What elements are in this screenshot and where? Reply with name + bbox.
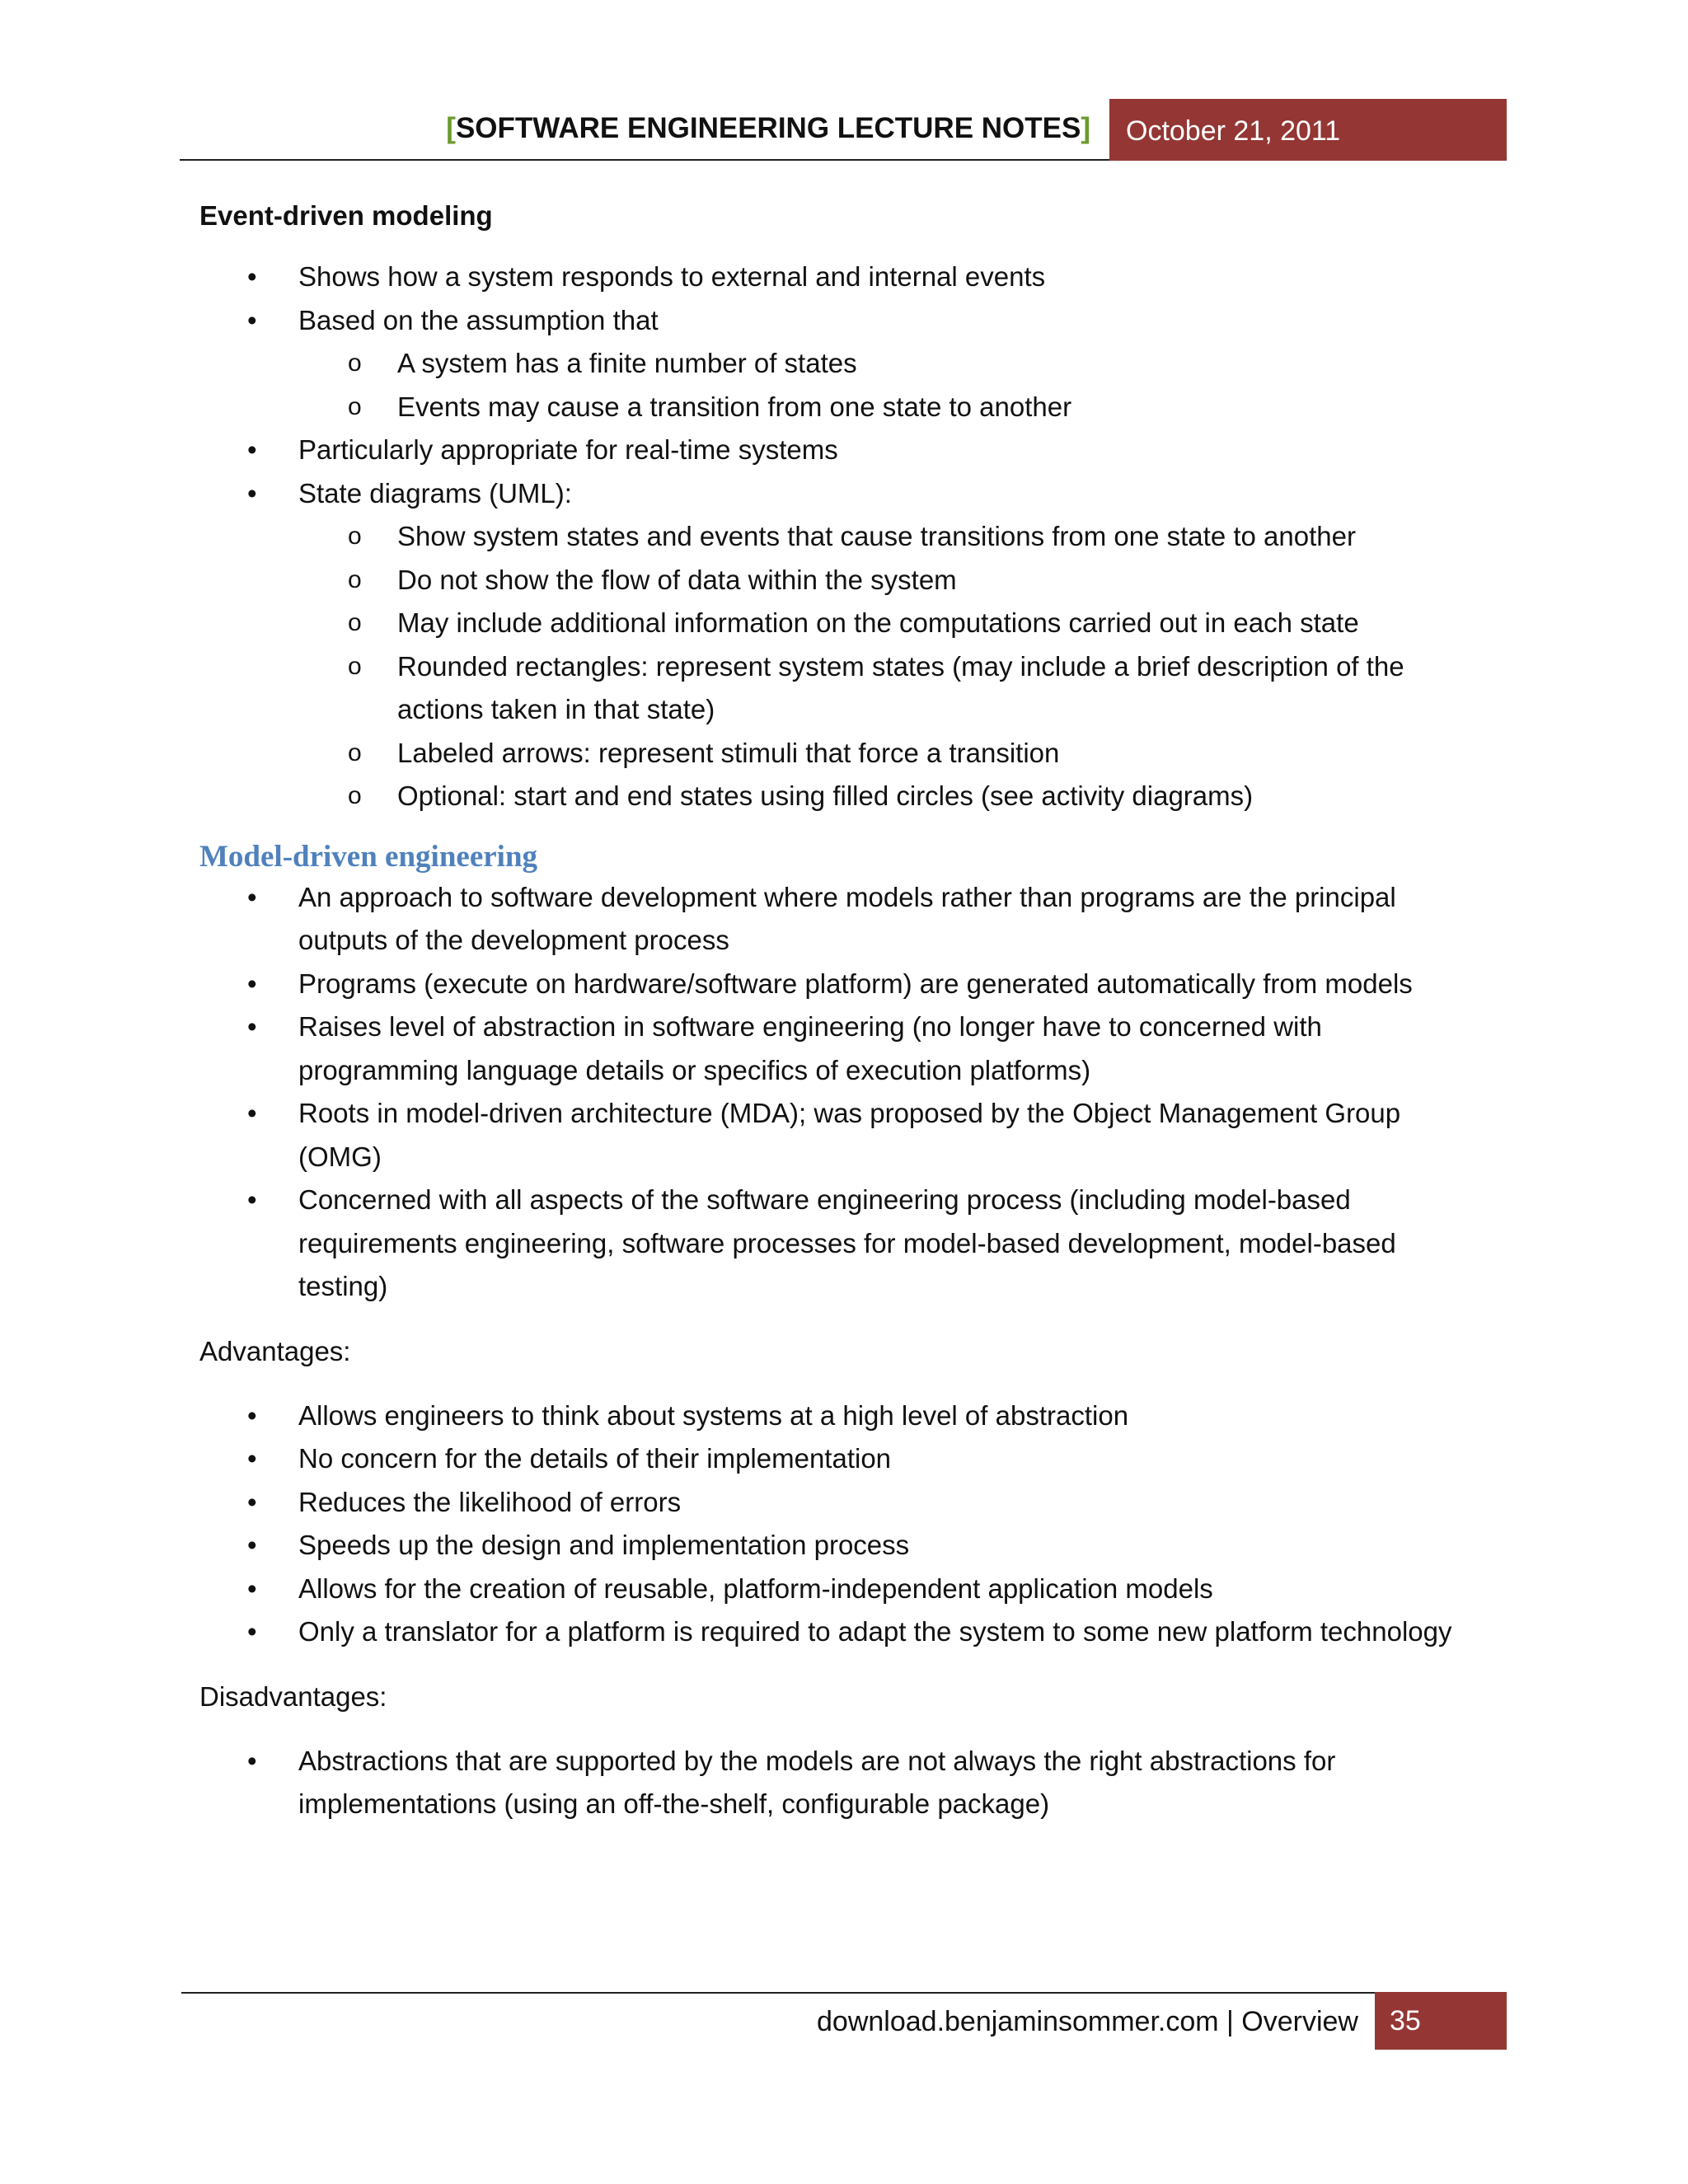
list-item-text: Particularly appropriate for real-time systems xyxy=(298,434,838,465)
list-item-text: Only a translator for a platform is required to adapt the system to some new platform technology xyxy=(298,1616,1452,1647)
bullet-icon: • xyxy=(247,1486,257,1517)
list-item xyxy=(199,1568,1485,1611)
disadvantages-label: Disadvantages: xyxy=(199,1680,387,1712)
sublist-item xyxy=(298,515,1485,559)
advantages-label: Advantages: xyxy=(199,1335,351,1366)
sublist-item-text: Optional: start and end states using filled circles (see activity diagrams) xyxy=(397,780,1254,811)
model-driven-heading: Model-driven engineering xyxy=(199,839,538,874)
sublist-item xyxy=(298,386,1485,429)
list-item-text: Roots in model-driven architecture (MDA); was proposed by the Object Management Group (OMG) xyxy=(298,1098,1401,1172)
header-bracket-open: [ xyxy=(446,112,456,144)
list-item xyxy=(199,1092,1485,1179)
list-item-text: Speeds up the design and implementation process xyxy=(298,1530,910,1560)
sublist-item xyxy=(298,645,1485,732)
bullet-icon: • xyxy=(247,1745,257,1776)
sublist-item xyxy=(298,559,1485,602)
sublist-item xyxy=(298,775,1485,818)
list-item-text: Reduces the likelihood of errors xyxy=(298,1486,682,1517)
bullet-icon: • xyxy=(247,968,257,999)
header-title-text: SOFTWARE ENGINEERING LECTURE NOTES xyxy=(455,112,1081,144)
sublist-item-text: Rounded rectangles: represent system states (may include a brief description of the actions taken in that state) xyxy=(397,650,1404,724)
list-item xyxy=(199,472,1485,818)
page-content xyxy=(199,198,1485,1826)
sub-bullet-icon: o xyxy=(348,523,362,550)
list-item xyxy=(199,1394,1485,1438)
header-date: October 21, 2011 xyxy=(1126,115,1341,147)
list-item xyxy=(199,299,1485,429)
footer-text: download.benjaminsommer.com | Overview xyxy=(817,2006,1358,2037)
sublist-item xyxy=(298,342,1485,386)
list-item-text: Programs (execute on hardware/software platform) are generated automatically from models xyxy=(298,968,1413,999)
header-bracket-close: ] xyxy=(1081,112,1090,144)
list-item-text: Raises level of abstraction in software engineering (no longer have to concerned with programming language details or specifics of execution platforms) xyxy=(298,1011,1322,1085)
list-item-text: Allows for the creation of reusable, platform-independent application models xyxy=(298,1572,1213,1604)
sublist-item xyxy=(298,732,1485,776)
sublist-item-text: Events may cause a transition from one state to another xyxy=(397,391,1072,422)
bullet-icon: • xyxy=(247,1399,257,1431)
list-item-text: No concern for the details of their implementation xyxy=(298,1443,892,1474)
bullet-icon: • xyxy=(247,304,257,335)
list-item xyxy=(199,255,1485,299)
list-item xyxy=(199,1610,1485,1654)
sub-bullet-icon: o xyxy=(348,565,362,593)
bullet-icon: • xyxy=(247,1616,257,1647)
bullet-icon: • xyxy=(247,261,257,292)
header-rule xyxy=(180,159,1109,161)
sub-bullet-icon: o xyxy=(348,349,362,377)
header-date-box xyxy=(1109,99,1507,161)
page-number-box xyxy=(1375,1992,1507,2050)
event-driven-heading: Event-driven modeling xyxy=(199,200,493,231)
advantages-list xyxy=(199,1394,1485,1654)
list-item xyxy=(199,1437,1485,1481)
list-item xyxy=(199,1481,1485,1525)
bullet-icon: • xyxy=(247,477,257,509)
sub-bullet-icon: o xyxy=(348,782,362,809)
list-item-text: Allows engineers to think about systems at a high level of abstraction xyxy=(298,1399,1129,1431)
sublist-item-text: May include additional information on the computations carried out in each state xyxy=(397,607,1359,638)
state-diagram-sublist xyxy=(298,515,1485,818)
list-item-text: Based on the assumption that xyxy=(298,304,659,335)
sublist-item-text: A system has a finite number of states xyxy=(397,348,857,378)
list-item-text: State diagrams (UML): xyxy=(298,477,572,509)
list-item xyxy=(199,963,1485,1006)
page-number: 35 xyxy=(1390,2005,1421,2036)
page-footer xyxy=(181,1992,1507,2051)
list-item xyxy=(199,876,1485,963)
bullet-icon: • xyxy=(247,881,257,912)
header-title xyxy=(446,110,1090,147)
sub-bullet-icon: o xyxy=(348,392,362,420)
sub-bullet-icon: o xyxy=(348,652,362,680)
bullet-icon: • xyxy=(247,1530,257,1560)
list-item-text: Shows how a system responds to external and internal events xyxy=(298,261,1046,292)
bullet-icon: • xyxy=(247,1098,257,1128)
bullet-icon: • xyxy=(247,1572,257,1604)
sublist-item-text: Labeled arrows: represent stimuli that force a transition xyxy=(397,737,1060,768)
list-item-text: Concerned with all aspects of the software engineering process (including model-based requirements engineering, software processes for model-based development, model-based testing) xyxy=(298,1184,1396,1301)
sub-bullet-icon: o xyxy=(348,738,362,766)
list-item xyxy=(199,429,1485,472)
sublist-item xyxy=(298,602,1485,645)
event-bullet-list xyxy=(199,255,1485,818)
list-item xyxy=(199,1740,1485,1826)
bullet-icon: • xyxy=(247,1011,257,1042)
assumption-sublist xyxy=(298,342,1485,429)
mde-bullet-list xyxy=(199,876,1485,1309)
footer-rule xyxy=(181,1992,1375,1994)
sublist-item-text: Show system states and events that cause transitions from one state to another xyxy=(397,521,1356,551)
list-item-text: Abstractions that are supported by the models are not always the right abstractions for implementations (using an off-the-shelf, configurable package) xyxy=(298,1745,1336,1819)
page-header xyxy=(180,99,1507,162)
list-item xyxy=(199,1005,1485,1092)
sub-bullet-icon: o xyxy=(348,609,362,636)
list-item-text: An approach to software development where models rather than programs are the principal outputs of the development process xyxy=(298,881,1396,955)
bullet-icon: • xyxy=(247,434,257,465)
disadvantages-list xyxy=(199,1740,1485,1826)
list-item xyxy=(199,1524,1485,1568)
bullet-icon: • xyxy=(247,1184,257,1215)
sublist-item-text: Do not show the flow of data within the system xyxy=(397,564,957,595)
list-item xyxy=(199,1179,1485,1309)
bullet-icon: • xyxy=(247,1443,257,1474)
